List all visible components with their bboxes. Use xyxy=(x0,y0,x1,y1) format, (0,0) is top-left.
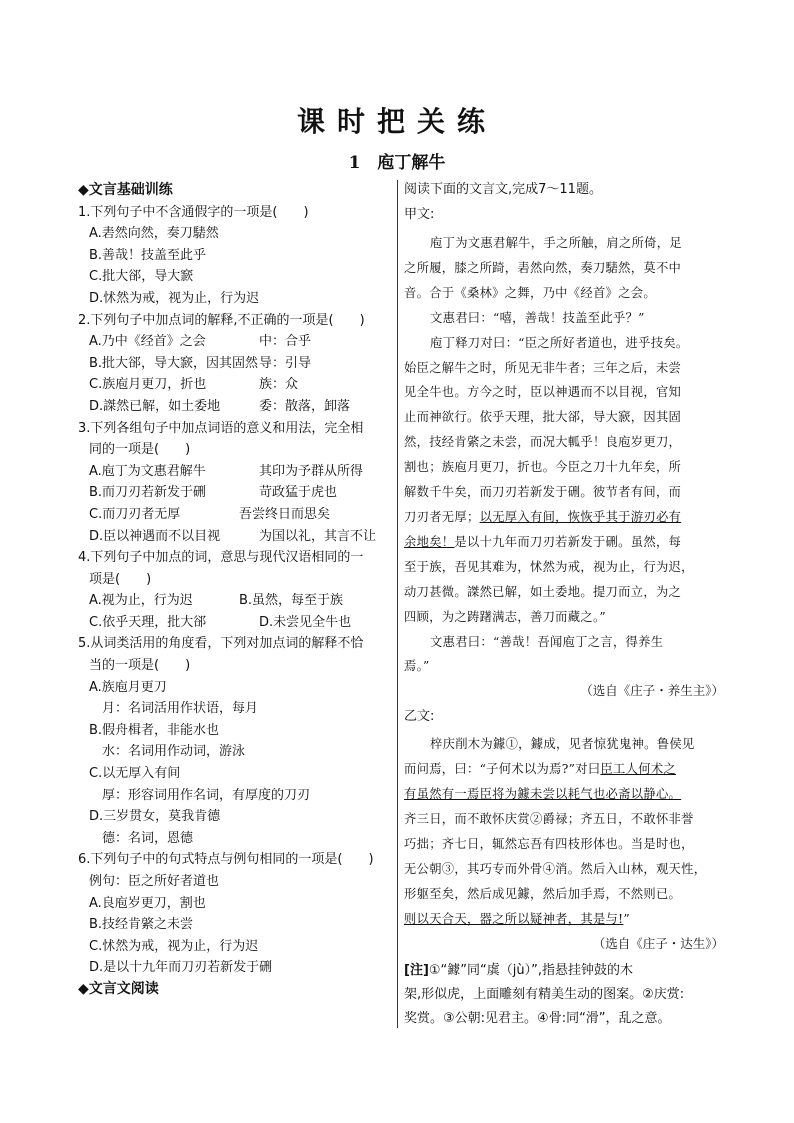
passage-text: 文惠君曰：“善哉！吾闻庖丁之言，得养生 xyxy=(430,634,664,649)
option-text: 族：众 xyxy=(259,377,299,393)
section-heading: ◆文言基础训练 xyxy=(78,182,173,198)
passage-text: 止而神欲行。依乎天理，批大郤，导大窾，因其固 xyxy=(404,410,682,425)
question-line: 项是( ) xyxy=(89,571,152,587)
question-line: 厚：形容词用作名词，有厚度的刀刃 xyxy=(102,787,311,803)
footnote xyxy=(404,959,724,1031)
option-text: 其印为予群从所得 xyxy=(259,463,364,479)
passage-line xyxy=(404,654,724,679)
question-line: C.以无厚入有间 xyxy=(89,766,181,782)
question-line: 水：名词用作动词，游泳 xyxy=(102,744,246,760)
option-text: C.依乎天理，批大郤 xyxy=(89,614,207,630)
section-heading: ◆文言文阅读 xyxy=(78,980,159,997)
option-text: C.而刀刃者无厚 xyxy=(89,506,181,522)
passage-a xyxy=(404,231,724,679)
question-line: B.技经肯綮之未尝 xyxy=(89,917,194,933)
option-text: 委：散落，卸落 xyxy=(259,398,351,414)
passage-line xyxy=(404,380,724,405)
option-text: D.臣以神遇而不以目视 xyxy=(89,528,221,544)
passage-line xyxy=(404,405,724,430)
passage-line xyxy=(404,757,724,782)
passage-line xyxy=(404,505,724,530)
passage-text: 音。合于《桑林》之舞，乃中《经首》之会。 xyxy=(404,285,656,300)
passage-b-label: 乙文: xyxy=(404,709,435,725)
question-line xyxy=(78,396,390,418)
passage-line xyxy=(404,430,724,455)
passage-text: 巧拙；齐七日，辄然忘吾有四枝形体也。当是时也， xyxy=(404,836,694,851)
note-text: 奖赏。③公朝:见君主。④骨:同“滑”，乱之意。 xyxy=(404,1010,671,1026)
passage-text: 焉。” xyxy=(404,659,430,674)
left-column xyxy=(78,180,390,1001)
passage-line xyxy=(404,605,724,630)
option-text: 导：引导 xyxy=(259,355,312,371)
option-text: 苛政猛于虎也 xyxy=(259,485,338,501)
question-line: A.良庖岁更刀，割也 xyxy=(89,895,206,911)
passage-text: 动刀甚微。謋然已解，如土委地。提刀而立，为之 xyxy=(404,584,682,599)
question-line xyxy=(78,612,390,634)
passage-text: 无公朝③，其巧专而外骨④消。然后入山林，观天性， xyxy=(404,861,707,876)
note-line xyxy=(404,959,724,983)
question-line xyxy=(78,461,390,483)
option-text: 为国以礼，其言不让 xyxy=(259,528,377,544)
question-line: C.怵然为戒，视为止，行为迟 xyxy=(89,938,259,954)
passage-text: 齐三日，而不敢怀庆赏②爵禄；齐五日，不敢怀非誉 xyxy=(404,812,694,827)
passage-line xyxy=(404,907,724,932)
question-line: A.砉然向然，奏刀騞然 xyxy=(89,226,219,242)
passage-line xyxy=(404,555,724,580)
passage-text: 庖丁为文惠君解牛，手之所触，肩之所倚，足 xyxy=(430,236,682,250)
passage-text: 然，技经肯綮之未尝，而况大軱乎！良庖岁更刀， xyxy=(404,435,682,450)
passage-line xyxy=(404,306,724,331)
question-line xyxy=(78,590,390,612)
underlined-sentence: 以无厚入有间，恢恢乎其于游刃必有 xyxy=(479,509,682,524)
question-line: D.三岁贯女，莫我肯德 xyxy=(89,809,221,825)
passage-b-source: （选自《庄子・达生》） xyxy=(592,935,724,951)
column-divider xyxy=(397,180,398,1028)
passage-line xyxy=(404,530,724,555)
passage-line xyxy=(404,480,724,505)
question-line: 5.从词类活用的角度看，下列对加点词的解释不恰 xyxy=(78,636,364,652)
option-text: D.未尝见全牛也 xyxy=(259,614,352,630)
passage-line xyxy=(404,882,724,907)
underlined-sentence: 余地矣！ xyxy=(404,534,455,549)
passage-line xyxy=(404,356,724,381)
passage-text: 解数千牛矣，而刀刃若新发于硎。彼节者有间，而 xyxy=(404,485,682,500)
passage-line xyxy=(404,231,724,256)
option-text: C.族庖月更刀，折也 xyxy=(89,377,207,393)
passage-text: 割也；族庖月更刀，折也。今臣之刀十九年矣，所 xyxy=(404,460,682,475)
question-line: B.假舟楫者，非能水也 xyxy=(89,722,220,738)
note-line xyxy=(404,983,724,1007)
passage-text: 之所履，膝之所踦，砉然向然，奏刀騞然，莫不中 xyxy=(404,260,682,275)
question-line: 4.下列句子中加点的词，意思与现代汉语相同的一 xyxy=(78,550,364,566)
question-line xyxy=(78,353,390,375)
question-line: 同的一项是( ) xyxy=(89,442,191,458)
question-line: 例句：臣之所好者道也 xyxy=(89,874,220,889)
passage-text: 四顾，为之踌躇满志，善刀而藏之。” xyxy=(404,609,606,624)
passage-text: 庖丁释刀对曰：“臣之所好者道也，进乎技矣。 xyxy=(430,335,689,350)
passage-line xyxy=(404,782,724,807)
passage-line xyxy=(404,832,724,857)
option-text: A.庖丁为文惠君解牛 xyxy=(89,463,206,479)
option-text: 吾尝终日而思矣 xyxy=(239,506,331,522)
question-line: 2.下列句子中加点词的解释,不正确的一项是( ) xyxy=(78,312,365,328)
option-text: B.批大郤，导大窾，因其固然 xyxy=(89,355,259,371)
underlined-sentence: 臣工人何术之 xyxy=(600,762,677,777)
note-text: 架,形似虎，上面雕刻有精美生动的图案。②庆赏: xyxy=(404,986,685,1002)
passage-text: 而问焉，曰：“子何术以为焉?”对曰 xyxy=(404,762,601,777)
option-text: B.虽然，每至于族 xyxy=(239,593,344,609)
passage-line xyxy=(404,732,724,757)
question-line: C.批大郤，导大窾 xyxy=(89,269,194,285)
passage-line xyxy=(404,857,724,882)
question-line: D.是以十九年而刀刃若新发于硎 xyxy=(89,960,273,976)
right-column xyxy=(404,180,724,1031)
option-text: D.謋然已解，如土委地 xyxy=(89,398,221,414)
question-line: 德：名词，恩德 xyxy=(102,830,194,846)
question-line: 当的一项是( ) xyxy=(89,658,191,674)
passage-line xyxy=(404,630,724,655)
question-line xyxy=(78,331,390,353)
passage-text: 刀刃者无厚； xyxy=(404,509,480,524)
passage-text: ” xyxy=(623,911,630,926)
passage-line xyxy=(404,256,724,281)
question-line xyxy=(78,374,390,396)
option-text: A.视为止，行为迟 xyxy=(89,593,193,609)
option-text: B.而刀刃若新发于硎 xyxy=(89,485,207,501)
question-line: A.族庖月更刀 xyxy=(89,679,167,695)
passage-text: 始臣之解牛之时，所见无非牛者；三年之后，未尝 xyxy=(404,360,682,375)
passage-text: 见全牛也。方今之时，臣以神遇而不以目视，官知 xyxy=(404,385,682,400)
note-label: [注] xyxy=(404,962,429,978)
question-line xyxy=(78,482,390,504)
underlined-sentence: 有虽然有一焉臣将为鐻未尝以耗气也必斋以静心。 xyxy=(404,787,682,802)
passage-a-source: （选自《庄子・养生主》） xyxy=(580,683,724,699)
passage-text: 梓庆削木为鐻①，鐻成，见者惊犹鬼神。鲁侯见 xyxy=(430,737,695,752)
note-line xyxy=(404,1007,724,1031)
note-text: ①“鐻”同“虡（jù）”,指悬挂钟鼓的木 xyxy=(428,962,633,978)
passage-line xyxy=(404,331,724,356)
reading-instructions: 阅读下面的文言文,完成7～11题。 xyxy=(404,182,602,197)
page-title: 课时把关练 xyxy=(296,105,497,138)
passage-text: 形躯至矣，然后成见鐻，然后加手焉，不然则已。 xyxy=(404,886,682,901)
passage-text: 文惠君曰：“嘻，善哉！技盖至此乎？” xyxy=(430,310,645,325)
lesson-title: 1 庖丁解牛 xyxy=(348,153,446,173)
passage-line xyxy=(404,807,724,832)
question-line xyxy=(78,526,390,548)
passage-text: 至于族，吾见其难为，怵然为戒，视为止，行为迟， xyxy=(404,559,694,574)
passage-text: 是以十九年而刀刃若新发于硎。虽然，每 xyxy=(454,534,682,549)
question-line xyxy=(78,504,390,526)
passage-line xyxy=(404,455,724,480)
passage-line xyxy=(404,580,724,605)
underlined-sentence: 则以天合天，器之所以疑神者，其是与! xyxy=(404,911,624,926)
passage-a-label: 甲文: xyxy=(404,207,435,222)
question-line: B.善哉！技盖至此乎 xyxy=(89,247,207,263)
question-line: 6.下列句子中的句式特点与例句相同的一项是( ) xyxy=(78,852,374,868)
passage-line xyxy=(404,281,724,306)
question-line: 1.下列句子中不含通假字的一项是( ) xyxy=(78,204,309,220)
option-text: A.乃中《经首》之会 xyxy=(89,334,206,350)
question-line: D.怵然为戒，视为止，行为迟 xyxy=(89,290,260,306)
option-text: 中：合乎 xyxy=(259,334,312,350)
question-line: 3.下列各组句子中加点词语的意义和用法，完全相 xyxy=(78,420,364,436)
question-line: 月：名词活用作状语，每月 xyxy=(102,701,259,717)
passage-b xyxy=(404,732,724,931)
